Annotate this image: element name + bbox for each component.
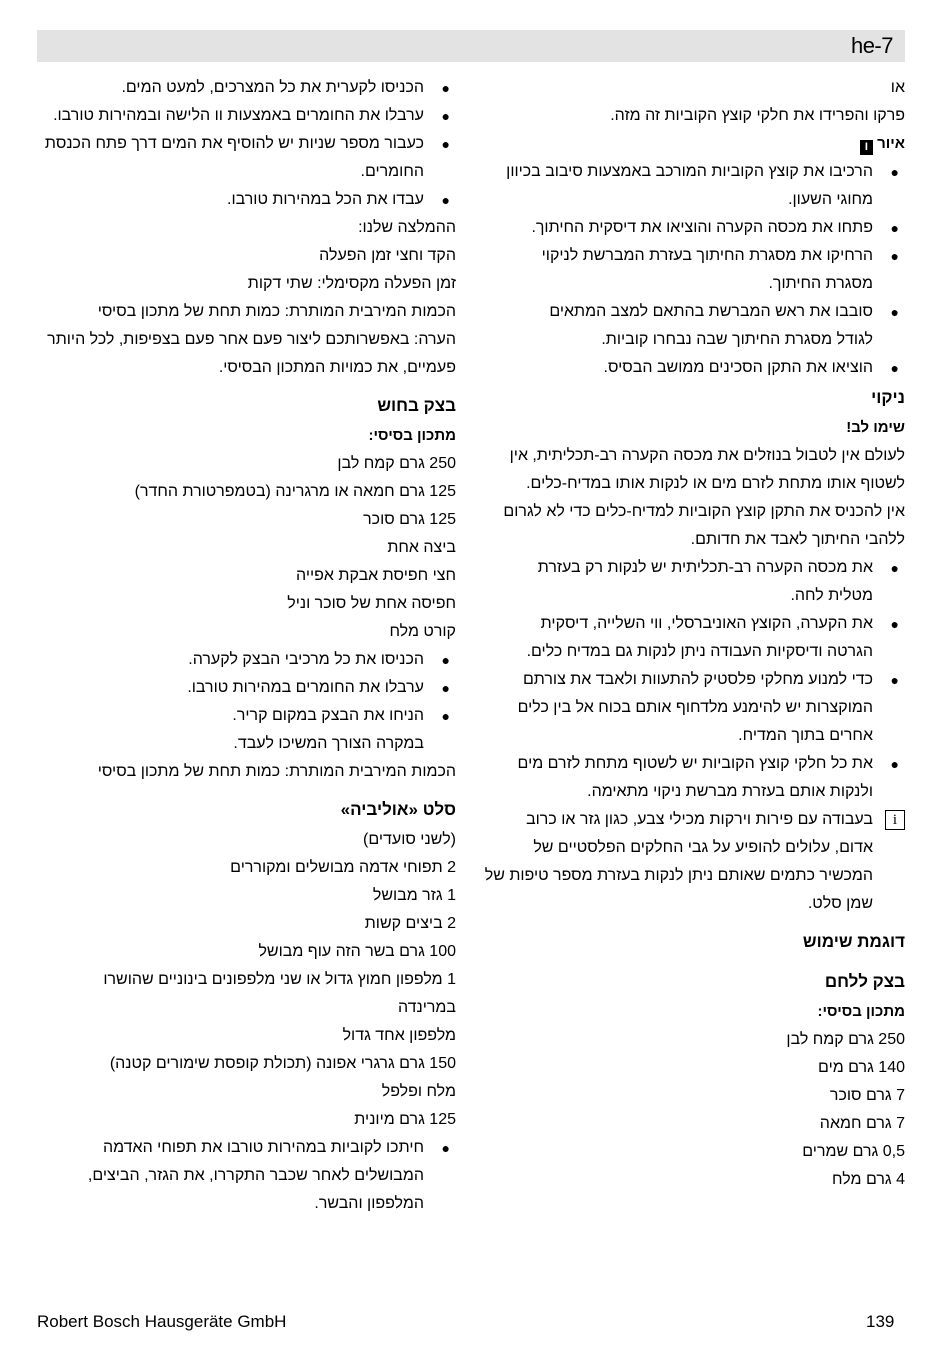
ingredient-line: 140 גרם מים [818,1059,905,1076]
text-line: (לשני סועדים) [363,831,456,848]
bullet-icon: ● [441,108,450,124]
info-note [485,806,905,918]
bullet-icon: ● [890,360,899,376]
section-heading: דוגמת שימוש [802,932,905,951]
list-item-text: חיתכו לקוביות במהירות טורבו את תפוחי האדמה [103,1139,424,1156]
text-line: פרקו והפרידו את חלקי קוצץ הקוביות זה מזה. [610,107,905,124]
text-line: בעבודה עם פירות וירקות מכילי צבע, כגון גזר או כרוב [526,811,873,828]
list-item [38,1134,456,1162]
figure-label [485,130,905,158]
bullet-icon: ● [890,560,899,576]
ingredient-line: 7 גרם חמאה [819,1115,905,1132]
bullet-icon: ● [890,164,899,180]
list-item-text: כדי למנוע מחלקי פלסטיק להתעוות ולאבד את צורתם [522,671,873,688]
list-item-text: את הקערה, הקוצץ האוניברסלי, ווי השלייה, דיסקית [540,615,873,632]
list-item [485,242,905,270]
ingredient-line: 7 גרם סוכר [829,1087,905,1104]
left-column [38,74,456,1218]
section-heading: ניקוי [871,388,905,407]
text-line: במקרה הצורך המשיכו לעבד. [233,735,424,752]
recipe-heading: סלט «אוליביה» [340,800,456,819]
recipe-heading: בצק בחוש [377,396,456,415]
list-item [485,214,905,242]
bullet-icon: ● [890,756,899,772]
ingredient-line: קורט מלח [389,623,456,640]
list-item-text: פתחו את מכסה הקערה והוציאו את דיסקית החיתוך. [531,219,873,236]
list-item [485,610,905,638]
list-item-text: הוציאו את התקן הסכינים ממושב הבסיס. [603,359,873,376]
bullet-icon: ● [441,680,450,696]
ingredient-line: חפיסה אחת של סוכר וניל [287,595,456,612]
ingredient-line: 0,5 גרם שמרים [802,1143,905,1160]
text-line: ולנקות אותם בעזרת מברשת ניקוי מתאימה. [587,783,873,800]
bullet-icon: ● [890,616,899,632]
text-line: שמן סלט. [807,895,873,912]
text-line: המוקצרות יש להימנע מלדחוף אותם בכוח אל בין כלים [517,699,873,716]
bullet-icon: ● [441,136,450,152]
warning-heading: שימו לב! [846,419,905,436]
ingredient-line: 150 גרם גרגרי אפונה (תכולת קופסת שימורים קטנה) [109,1055,456,1072]
text-line: לשטוף אותו מתחת לזרם מים או לנקות אותו במדיח-כלים. [526,475,905,492]
bullet-icon: ● [441,708,450,724]
list-item [38,186,456,214]
list-item [485,666,905,694]
list-item [485,158,905,186]
figure-marker-icon: I [860,140,873,155]
bullet-icon: ● [890,220,899,236]
ingredient-line: 1 גזר מבושל [372,887,456,904]
text-line: הגרטה ודיסקיות העבודה ניתן לנקות גם במדיח כלים. [526,643,873,660]
recipe-subheading: מתכון בסיסי: [368,427,456,444]
bullet-icon: ● [441,1140,450,1156]
text-line: הכמות המירבית המותרת: כמות תחת של מתכון בסיסי [97,763,456,780]
text-line: לגודל מסגרת החיתוך שבה נבחרו קוביות. [601,331,873,348]
footer-page-number: 139 [866,1312,895,1331]
list-item-text: הכניסו את כל מרכיבי הבצק לקערה. [188,651,424,668]
ingredient-line: 125 גרם סוכר [363,511,456,528]
list-item [38,102,456,130]
text-line: או [890,79,905,96]
ingredient-line: במרינדה [397,999,456,1016]
text-line: פעמיים, את כמויות המתכון הבסיסי. [218,359,456,376]
text-line: המכשיר כתמים שאותם ניתן לנקות בעזרת מספר טיפות של [484,867,873,884]
text-line: אדום, עלולים להופיע על גבי החלקים הפלסטיים של [533,839,873,856]
text-line: המבושלים לאחר שכבר התקררו, את הגזר, הביצים, [87,1167,424,1184]
header-bar [37,30,905,62]
list-item [485,750,905,778]
list-item-text: כעבור מספר שניות יש להוסיף את המים דרך פתח הכנסת [44,135,424,152]
ingredient-line: חצי חפיסת אבקת אפייה [296,567,456,584]
list-item-text: הניחו את הבצק במקום קריר. [232,707,424,724]
list-item [485,354,905,382]
ingredient-line: 2 ביצים קשות [364,915,456,932]
page-label: he-7 [850,33,893,58]
text-line: הכמות המירבית המותרת: כמות תחת של מתכון בסיסי [97,303,456,320]
list-item-text: הרחיקו את מסגרת החיתוך בעזרת המברשת לניקוי [541,247,873,264]
text-line: הקד וחצי זמן הפעלה [319,247,456,264]
list-item [38,130,456,158]
list-item-text: ערבלו את החומרים במהירות טורבו. [187,679,424,696]
text-line: המלפפון והבשר. [314,1195,424,1212]
text-line: זמן הפעלה מקסימלי: שתי דקות [247,275,456,292]
text-line: מסגרת החיתוך. [768,275,873,292]
ingredient-line: מלפפון אחד גדול [342,1027,456,1044]
list-item-text: הרכיבו את קוצץ הקוביות המורכב באמצעות סיבוב בכיוון [506,163,873,180]
text-line: אחרים בתוך המדיח. [738,727,873,744]
text-line: מחוגי השעון. [788,191,873,208]
text-line: הערה: באפשרותכם ליצור פעם אחר פעם בצפיפות, לכל היותר [47,331,456,348]
text-line: ההמלצה שלנו: [358,219,456,236]
ingredient-line: 250 גרם קמח לבן [786,1031,905,1048]
ingredient-line: 125 גרם מיונית [354,1111,456,1128]
ingredient-line: 250 גרם קמח לבן [337,455,456,472]
text-line: ללהבי החיתוך לאבד את חדותם. [690,531,905,548]
ingredient-line: 1 מלפפון חמוץ גדול או שני מלפפונים בינוניים שהושרו [103,971,456,988]
ingredient-line: 2 תפוחי אדמה מבושלים ומקוררים [230,859,456,876]
figure-label-text: איור [877,135,905,152]
bullet-icon: ● [890,248,899,264]
list-item [38,74,456,102]
text-line: החומרים. [360,163,424,180]
bullet-icon: ● [441,80,450,96]
list-item [38,646,456,674]
ingredient-line: מלח ופלפל [381,1083,456,1100]
list-item-text: הכניסו לקערית את כל המצרכים, למעט המים. [121,79,424,96]
right-column [485,74,905,1194]
list-item-text: את כל חלקי קוצץ הקוביות יש לשטוף מתחת לזרם מים [517,755,873,772]
recipe-subheading: מתכון בסיסי: [817,1003,905,1020]
recipe-heading: בצק ללחם [824,972,905,991]
list-item-text: את מכסה הקערה רב-תכליתית יש לנקות רק בעזרת [537,559,873,576]
list-item [485,298,905,326]
list-item [485,554,905,582]
list-item [38,702,456,730]
text-line: מטלית לחה. [790,587,873,604]
info-icon: i [885,810,905,830]
bullet-icon: ● [890,304,899,320]
bullet-icon: ● [441,192,450,208]
list-item-text: עבדו את הכל במהירות טורבו. [227,191,424,208]
ingredient-line: 100 גרם בשר הזה עוף מבושל [258,943,456,960]
text-line: לעולם אין לטבול בנוזלים את מכסה הקערה רב-תכליתית, אין [509,447,905,464]
bullet-icon: ● [890,672,899,688]
ingredient-line: 4 גרם מלח [831,1171,905,1188]
ingredient-line: 125 גרם חמאה או מרגרינה (בטמפרטורת החדר) [134,483,456,500]
list-item-text: סובבו את ראש המברשת בהתאם למצב המתאים [549,303,873,320]
list-item [38,674,456,702]
list-item-text: ערבלו את החומרים באמצעות וו הלישה ובמהירות טורבו. [53,107,424,124]
ingredient-line: ביצה אחת [387,539,456,556]
footer-company: Robert Bosch Hausgeräte GmbH [37,1312,287,1331]
text-line: אין להכניס את התקן קוצץ הקוביות למדיח-כלים כדי לא לגרום [503,503,905,520]
bullet-icon: ● [441,652,450,668]
